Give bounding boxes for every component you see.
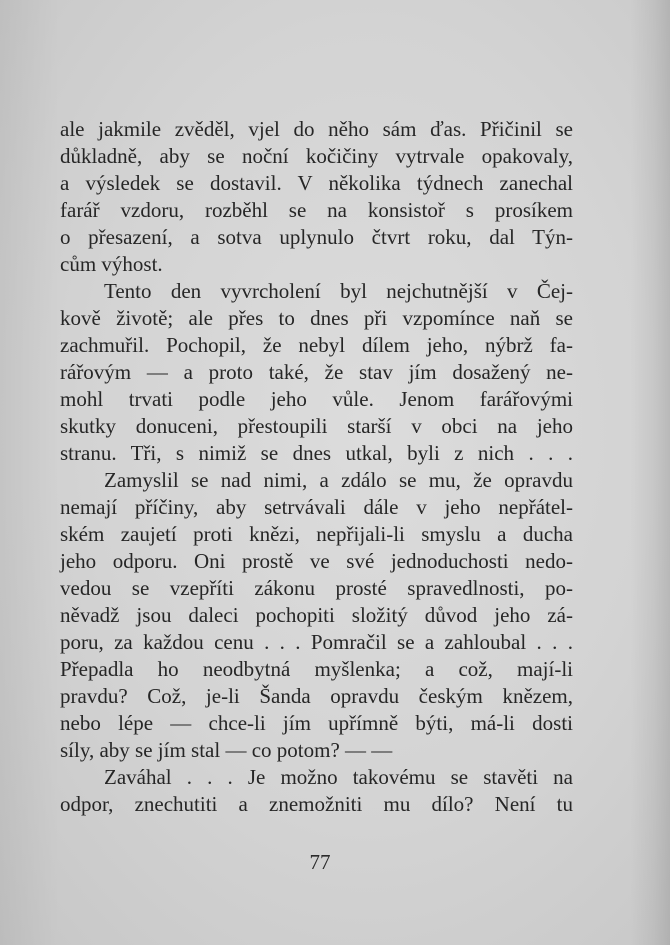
text-line: pravdu? Což, je-li Šanda opravdu českým knězem,: [60, 684, 573, 708]
text-line: stranu. Tři, s nimiž se dnes utkal, byli z nich . . .: [60, 441, 573, 465]
text-line: Zaváhal . . . Je možno takovému se stavěti na: [104, 765, 573, 789]
text-line: něvadž jsou daleci pochopiti složitý důvod jeho zá-: [60, 603, 573, 627]
text-line: ském zaujetí proti knězi, nepřijali-li smyslu a ducha: [60, 522, 573, 546]
text-line: Tento den vyvrcholení byl nejchutnější v Čej-: [104, 279, 573, 303]
text-line: Zamyslil se nad nimi, a zdálo se mu, že opravdu: [104, 468, 573, 492]
text-line: nebo lépe — chce-li jím upřímně býti, má-li dosti: [60, 711, 573, 735]
page-number: 77: [309, 850, 331, 874]
text-line: jeho odporu. Oni prostě ve své jednoduchosti nedo-: [60, 549, 573, 573]
text-line: nemají příčiny, aby setrvávali dále v jeho nepřátel-: [60, 495, 573, 519]
text-line: skutky donuceni, přestoupili starší v obci na jeho: [60, 414, 573, 438]
text-line: poru, za každou cenu . . . Pomračil se a zahloubal . . .: [60, 630, 573, 654]
text-line: Přepadla ho neodbytná myšlenka; a což, mají-li: [60, 657, 573, 681]
text-line: kově životě; ale přes to dnes při vzpomínce naň se: [60, 306, 573, 330]
body-text: [60, 116, 573, 818]
paragraph-2: [60, 278, 573, 467]
text-line: důkladně, aby se noční kočičiny vytrvale opakovaly,: [60, 144, 573, 168]
text-line: mohl trvati podle jeho vůle. Jenom farářovými: [60, 387, 573, 411]
text-line: ale jakmile zvěděl, vjel do něho sám ďas. Přičinil se: [60, 117, 573, 141]
text-line: vedou se vzepříti zákonu prosté spravedlnosti, po-: [60, 576, 573, 600]
text-line: odpor, znechutiti a znemožniti mu dílo? Není tu: [60, 792, 573, 816]
paragraph-4: [60, 764, 573, 818]
text-line: o přesazení, a sotva uplynulo čtvrt roku, dal Týn-: [60, 225, 573, 249]
text-line: rářovým — a proto také, že stav jím dosažený ne-: [60, 360, 573, 384]
text-line: cům výhost.: [60, 252, 163, 276]
paragraph-1: [60, 116, 573, 278]
text-line: a výsledek se dostavil. V několika týdnech zanechal: [60, 171, 573, 195]
paragraph-3: [60, 467, 573, 764]
text-line: zachmuřil. Pochopil, že nebyl dílem jeho, nýbrž fa-: [60, 333, 573, 357]
text-line: síly, aby se jím stal — co potom? — —: [60, 738, 393, 762]
text-line: farář vzdoru, rozběhl se na konsistoř s prosíkem: [60, 198, 573, 222]
